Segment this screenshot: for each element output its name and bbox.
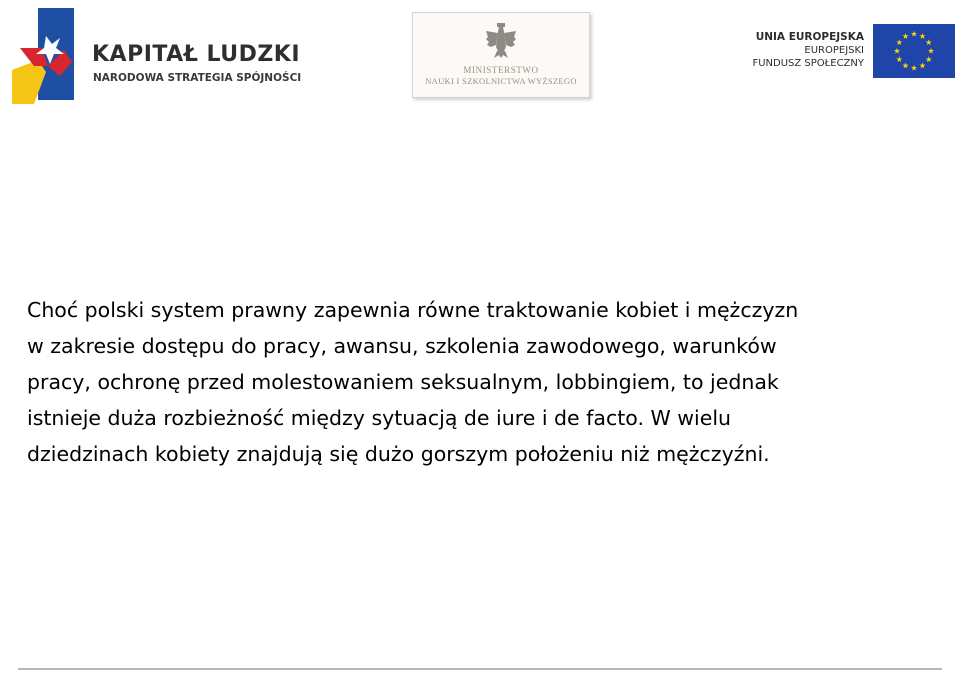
eu-fund-label-line1: EUROPEJSKI: [804, 45, 864, 56]
eu-union-label: UNIA EUROPEJSKA: [755, 31, 864, 43]
eu-social-fund-logo: [746, 24, 956, 80]
eu-flag-icon: [873, 24, 955, 78]
paragraph-line: dziedzinach kobiety znajdują się dużo gorszym położeniu niż mężczyźni.: [27, 442, 770, 466]
paragraph-line: istnieje duża rozbieżność między sytuacją de iure i de facto. W wielu: [27, 406, 732, 430]
eu-text-block: [752, 31, 864, 70]
paragraph-line: pracy, ochronę przed molestowaniem seksualnym, lobbingiem, to jednak: [27, 370, 779, 394]
polish-eagle-icon: [486, 23, 516, 59]
paragraph-line: w zakresie dostępu do pracy, awansu, szkolenia zawodowego, warunków: [27, 334, 777, 358]
eu-fund-label-line2: FUNDUSZ SPOŁECZNY: [752, 58, 864, 69]
kapital-ludzki-logo: [12, 8, 312, 104]
main-paragraph: [27, 292, 927, 472]
ministry-logo: [412, 12, 590, 98]
ministry-name-line2: NAUKI I SZKOLNICTWA WYŻSZEGO: [425, 76, 577, 86]
kapital-ludzki-emblem-icon: [12, 8, 74, 104]
paragraph-line: Choć polski system prawny zapewnia równe traktowanie kobiet i mężczyzn: [27, 298, 799, 322]
kapital-ludzki-title: KAPITAŁ LUDZKI: [92, 42, 301, 67]
kapital-ludzki-subtitle: NARODOWA STRATEGIA SPÓJNOŚCI: [93, 72, 302, 84]
ministry-name-line1: MINISTERSTWO: [463, 65, 539, 75]
footer-divider: [18, 668, 942, 670]
